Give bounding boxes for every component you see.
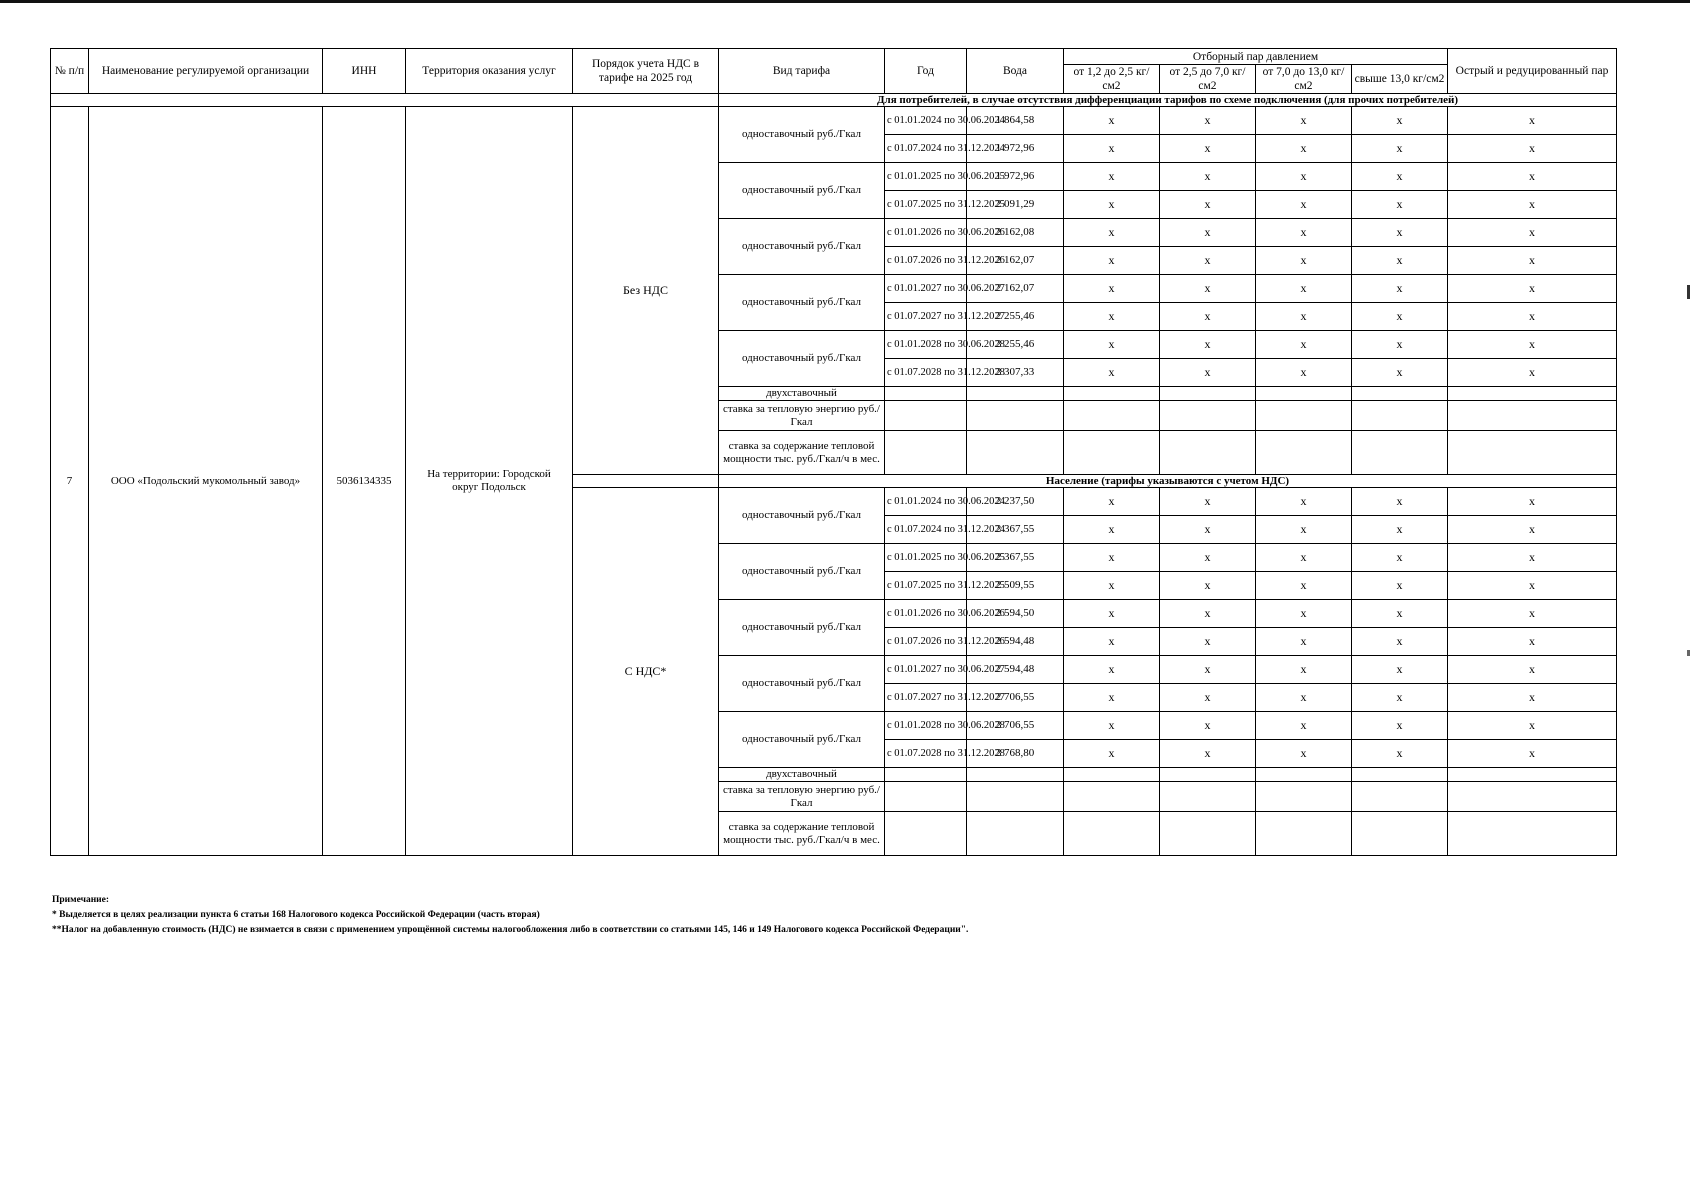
not-applicable-mark: х [1448,600,1617,628]
header-steam-group: Отборный пар давлением [1064,49,1448,65]
not-applicable-mark: х [1352,303,1448,331]
header-num: № п/п [51,49,89,94]
empty-cell [1256,401,1352,431]
period-cell: с 01.07.2028 по 31.12.2028 [885,740,967,768]
not-applicable-mark: х [1256,219,1352,247]
not-applicable-mark: х [1064,712,1160,740]
twopart-label: двухставочный [719,768,885,782]
header-pressure-2: от 2,5 до 7,0 кг/см2 [1160,65,1256,94]
empty-cell [1160,812,1256,856]
not-applicable-mark: х [1352,684,1448,712]
not-applicable-mark: х [1448,331,1617,359]
empty-cell [1448,768,1617,782]
period-cell: с 01.01.2027 по 30.06.2027 [885,656,967,684]
water-value: 2 255,46 [967,331,1064,359]
empty-cell [1064,387,1160,401]
section-spacer [51,94,719,107]
empty-cell [1448,387,1617,401]
org-inn: 5036134335 [323,107,406,856]
empty-cell [1352,401,1448,431]
water-value: 2 706,55 [967,712,1064,740]
not-applicable-mark: х [1160,544,1256,572]
empty-cell [1352,768,1448,782]
not-applicable-mark: х [1064,488,1160,516]
period-cell: с 01.07.2025 по 31.12.2025 [885,572,967,600]
empty-cell [1064,431,1160,475]
period-cell: с 01.07.2024 по 31.12.2024 [885,516,967,544]
period-cell: с 01.07.2028 по 31.12.2028 [885,359,967,387]
not-applicable-mark: х [1256,191,1352,219]
not-applicable-mark: х [1160,359,1256,387]
not-applicable-mark: х [1448,684,1617,712]
tariff-type-cell: одноставочный руб./Гкал [719,544,885,600]
period-cell: с 01.01.2024 по 30.06.2024 [885,488,967,516]
notes-title: Примечание: [52,895,110,905]
period-cell: с 01.01.2026 по 30.06.2026 [885,600,967,628]
capacity-rate-label: ставка за содержание тепловой мощности тыс. руб./Гкал/ч в мес. [719,812,885,856]
not-applicable-mark: х [1448,107,1617,135]
not-applicable-mark: х [1448,247,1617,275]
not-applicable-mark: х [1256,712,1352,740]
header-inn: ИНН [323,49,406,94]
not-applicable-mark: х [1160,163,1256,191]
empty-cell [1352,812,1448,856]
period-cell: с 01.01.2028 по 30.06.2028 [885,712,967,740]
not-applicable-mark: х [1160,191,1256,219]
not-applicable-mark: х [1064,107,1160,135]
scan-top-edge [0,0,1690,3]
not-applicable-mark: х [1160,656,1256,684]
empty-cell [1256,431,1352,475]
not-applicable-mark: х [1352,107,1448,135]
water-value: 2 091,29 [967,191,1064,219]
org-name: ООО «Подольский мукомольный завод» [89,107,323,856]
twopart-label: двухставочный [719,387,885,401]
empty-cell [1256,812,1352,856]
period-cell: с 01.07.2026 по 31.12.2026 [885,247,967,275]
water-value: 2 162,07 [967,247,1064,275]
not-applicable-mark: х [1352,628,1448,656]
empty-cell [1448,431,1617,475]
not-applicable-mark: х [1064,331,1160,359]
capacity-rate-label: ставка за содержание тепловой мощности тыс. руб./Гкал/ч в мес. [719,431,885,475]
not-applicable-mark: х [1256,544,1352,572]
not-applicable-mark: х [1064,275,1160,303]
not-applicable-mark: х [1448,163,1617,191]
not-applicable-mark: х [1448,516,1617,544]
not-applicable-mark: х [1256,488,1352,516]
tariff-type-cell: одноставочный руб./Гкал [719,219,885,275]
not-applicable-mark: х [1160,135,1256,163]
table-row [51,107,1617,135]
not-applicable-mark: х [1256,600,1352,628]
not-applicable-mark: х [1256,656,1352,684]
empty-cell [1160,782,1256,812]
header-org: Наименование регулируемой организации [89,49,323,94]
org-territory: На территории: Городской округ Подольск [406,107,573,856]
tariff-table [50,48,1617,856]
period-cell: с 01.01.2028 по 30.06.2028 [885,331,967,359]
tariff-type-cell: одноставочный руб./Гкал [719,488,885,544]
not-applicable-mark: х [1352,600,1448,628]
empty-cell [1256,782,1352,812]
water-value: 2 594,48 [967,656,1064,684]
not-applicable-mark: х [1352,247,1448,275]
not-applicable-mark: х [1064,219,1160,247]
water-value: 2 367,55 [967,516,1064,544]
water-value: 2 307,33 [967,359,1064,387]
not-applicable-mark: х [1160,712,1256,740]
empty-cell [1352,431,1448,475]
header-year: Год [885,49,967,94]
empty-cell [1352,387,1448,401]
water-value: 1 864,58 [967,107,1064,135]
empty-cell [885,812,967,856]
not-applicable-mark: х [1160,303,1256,331]
period-cell: с 01.07.2024 по 31.12.2024 [885,135,967,163]
empty-cell [1448,401,1617,431]
tariff-type-cell: одноставочный руб./Гкал [719,275,885,331]
not-applicable-mark: х [1448,275,1617,303]
water-value: 1 972,96 [967,135,1064,163]
header-pressure-1: от 1,2 до 2,5 кг/см2 [1064,65,1160,94]
not-applicable-mark: х [1256,163,1352,191]
empty-cell [967,401,1064,431]
not-applicable-mark: х [1064,516,1160,544]
not-applicable-mark: х [1064,303,1160,331]
not-applicable-mark: х [1160,628,1256,656]
tariff-type-cell: одноставочный руб./Гкал [719,712,885,768]
not-applicable-mark: х [1352,275,1448,303]
org-number: 7 [51,107,89,856]
header-sharp-steam: Острый и редуцированный пар [1448,49,1617,94]
water-value: 2 509,55 [967,572,1064,600]
not-applicable-mark: х [1160,275,1256,303]
period-cell: с 01.01.2024 по 30.06.2024 [885,107,967,135]
not-applicable-mark: х [1448,303,1617,331]
period-cell: с 01.07.2027 по 31.12.2027 [885,303,967,331]
not-applicable-mark: х [1352,516,1448,544]
empty-cell [885,401,967,431]
empty-cell [967,387,1064,401]
not-applicable-mark: х [1352,219,1448,247]
water-value: 2 237,50 [967,488,1064,516]
not-applicable-mark: х [1256,684,1352,712]
tariff-type-cell: одноставочный руб./Гкал [719,331,885,387]
empty-cell [1160,387,1256,401]
empty-cell [1160,768,1256,782]
period-cell: с 01.01.2025 по 30.06.2025 [885,163,967,191]
empty-cell [967,768,1064,782]
tariff-body [51,94,1617,856]
heat-rate-label: ставка за тепловую энергию руб./Гкал [719,782,885,812]
empty-cell [967,812,1064,856]
not-applicable-mark: х [1256,572,1352,600]
header-pressure-3: от 7,0 до 13,0 кг/см2 [1256,65,1352,94]
not-applicable-mark: х [1064,359,1160,387]
not-applicable-mark: х [1160,331,1256,359]
not-applicable-mark: х [1064,191,1160,219]
header-tariff-type: Вид тарифа [719,49,885,94]
not-applicable-mark: х [1160,684,1256,712]
not-applicable-mark: х [1064,628,1160,656]
not-applicable-mark: х [1352,163,1448,191]
empty-cell [967,782,1064,812]
not-applicable-mark: х [1064,135,1160,163]
tariff-type-cell: одноставочный руб./Гкал [719,656,885,712]
not-applicable-mark: х [1256,135,1352,163]
not-applicable-mark: х [1352,359,1448,387]
not-applicable-mark: х [1160,219,1256,247]
not-applicable-mark: х [1256,303,1352,331]
header-vat-order: Порядок учета НДС в тарифе на 2025 год [573,49,719,94]
empty-cell [1064,768,1160,782]
empty-cell [1256,387,1352,401]
not-applicable-mark: х [1352,331,1448,359]
not-applicable-mark: х [1448,359,1617,387]
not-applicable-mark: х [1160,740,1256,768]
empty-cell [1256,768,1352,782]
not-applicable-mark: х [1064,656,1160,684]
not-applicable-mark: х [1064,684,1160,712]
not-applicable-mark: х [1256,516,1352,544]
note-2: **Налог на добавленную стоимость (НДС) не взимается в связи с применением упрощённой системы налогообложения либо в соответствии со статьями 145, 146 и 149 Налогового кодекса Российской Федерации". [52,925,969,935]
not-applicable-mark: х [1448,488,1617,516]
empty-cell [885,387,967,401]
empty-cell [1064,812,1160,856]
empty-cell [885,768,967,782]
period-cell: с 01.01.2027 по 30.06.2027 [885,275,967,303]
vat-order-cell: Без НДС [573,107,719,475]
not-applicable-mark: х [1448,135,1617,163]
water-value: 2 162,07 [967,275,1064,303]
period-cell: с 01.07.2026 по 31.12.2026 [885,628,967,656]
not-applicable-mark: х [1352,740,1448,768]
header-territory: Территория оказания услуг [406,49,573,94]
water-value: 2 768,80 [967,740,1064,768]
not-applicable-mark: х [1256,247,1352,275]
not-applicable-mark: х [1352,488,1448,516]
not-applicable-mark: х [1352,544,1448,572]
tariff-page [50,48,1616,856]
period-cell: с 01.01.2026 по 30.06.2026 [885,219,967,247]
not-applicable-mark: х [1160,107,1256,135]
period-cell: с 01.07.2025 по 31.12.2025 [885,191,967,219]
water-value: 2 594,50 [967,600,1064,628]
not-applicable-mark: х [1064,544,1160,572]
not-applicable-mark: х [1064,572,1160,600]
section-title: Население (тарифы указываются с учетом НДС) [719,475,1617,488]
tariff-type-cell: одноставочный руб./Гкал [719,600,885,656]
empty-cell [1160,401,1256,431]
header-water: Вода [967,49,1064,94]
not-applicable-mark: х [1352,712,1448,740]
water-value: 2 594,48 [967,628,1064,656]
empty-cell [885,782,967,812]
not-applicable-mark: х [1160,600,1256,628]
not-applicable-mark: х [1448,712,1617,740]
not-applicable-mark: х [1448,544,1617,572]
empty-cell [1064,782,1160,812]
not-applicable-mark: х [1064,740,1160,768]
water-value: 2 255,46 [967,303,1064,331]
vat-order-cell: С НДС* [573,488,719,856]
not-applicable-mark: х [1352,135,1448,163]
not-applicable-mark: х [1448,628,1617,656]
not-applicable-mark: х [1160,488,1256,516]
not-applicable-mark: х [1160,247,1256,275]
not-applicable-mark: х [1256,359,1352,387]
not-applicable-mark: х [1352,572,1448,600]
water-value: 2 706,55 [967,684,1064,712]
not-applicable-mark: х [1352,191,1448,219]
not-applicable-mark: х [1448,740,1617,768]
empty-cell [885,431,967,475]
empty-cell [1448,812,1617,856]
section-title: Для потребителей, в случае отсутствия дифференциации тарифов по схеме подключения (для прочих потребителей) [719,94,1617,107]
notes [52,893,968,938]
not-applicable-mark: х [1256,740,1352,768]
empty-cell [1352,782,1448,812]
not-applicable-mark: х [1160,516,1256,544]
header-pressure-4: свыше 13,0 кг/см2 [1352,65,1448,94]
not-applicable-mark: х [1448,191,1617,219]
empty-cell [1160,431,1256,475]
not-applicable-mark: х [1064,247,1160,275]
note-1: * Выделяется в целях реализации пункта 6 статьи 168 Налогового кодекса Российской Федерации (часть вторая) [52,910,540,920]
tariff-type-cell: одноставочный руб./Гкал [719,163,885,219]
not-applicable-mark: х [1064,600,1160,628]
not-applicable-mark: х [1064,163,1160,191]
not-applicable-mark: х [1448,219,1617,247]
not-applicable-mark: х [1448,572,1617,600]
tariff-type-cell: одноставочный руб./Гкал [719,107,885,163]
empty-cell [1064,401,1160,431]
not-applicable-mark: х [1256,331,1352,359]
water-value: 2 162,08 [967,219,1064,247]
heat-rate-label: ставка за тепловую энергию руб./Гкал [719,401,885,431]
period-cell: с 01.07.2027 по 31.12.2027 [885,684,967,712]
not-applicable-mark: х [1256,628,1352,656]
not-applicable-mark: х [1352,656,1448,684]
water-value: 1 972,96 [967,163,1064,191]
water-value: 2 367,55 [967,544,1064,572]
not-applicable-mark: х [1256,275,1352,303]
section-spacer [573,475,719,488]
not-applicable-mark: х [1160,572,1256,600]
not-applicable-mark: х [1256,107,1352,135]
empty-cell [967,431,1064,475]
not-applicable-mark: х [1448,656,1617,684]
empty-cell [1448,782,1617,812]
period-cell: с 01.01.2025 по 30.06.2025 [885,544,967,572]
